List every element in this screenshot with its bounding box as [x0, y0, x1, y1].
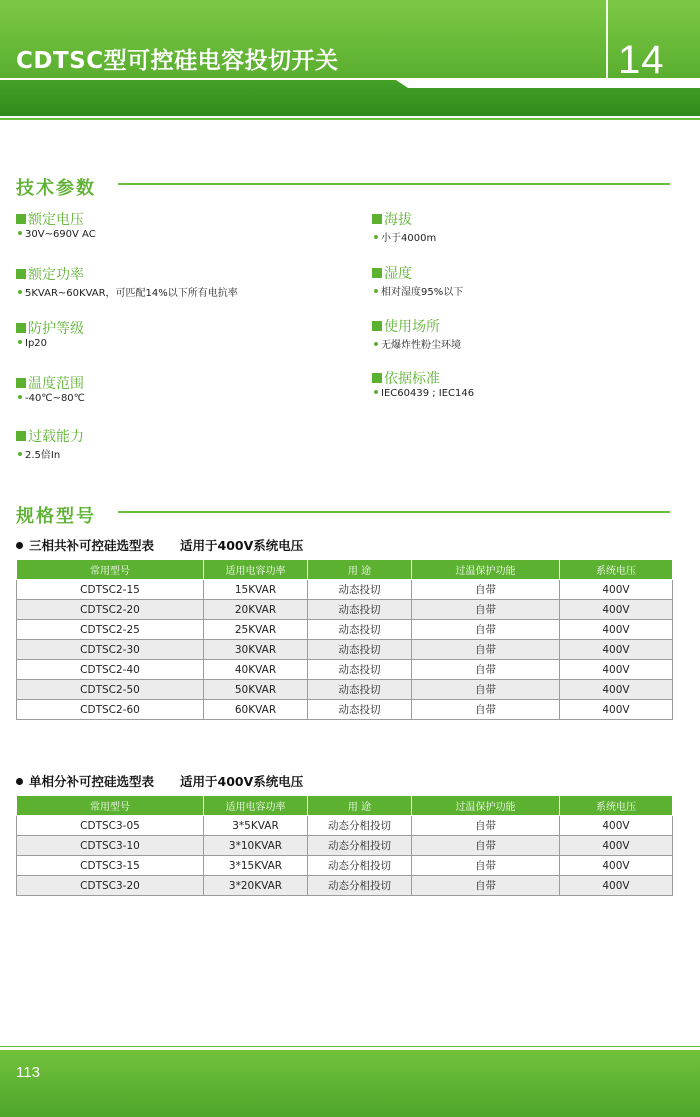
table-cell: 400V: [560, 836, 673, 856]
table-cell: CDTSC2-15: [17, 580, 204, 600]
dot-bullet-icon: [18, 452, 22, 456]
table-row: [17, 580, 673, 600]
dot-bullet-icon: [374, 342, 378, 346]
column-header: 过温保护功能: [412, 796, 560, 816]
table-cell: CDTSC2-50: [17, 680, 204, 700]
table-cell: 400V: [560, 580, 673, 600]
round-bullet-icon: [16, 778, 23, 785]
table-header-row: [17, 560, 673, 580]
table-cell: 15KVAR: [204, 580, 308, 600]
table-cell: 400V: [560, 620, 673, 640]
square-bullet-icon: [16, 269, 26, 279]
table-cell: 动态分相投切: [308, 816, 412, 836]
dot-bullet-icon: [18, 290, 22, 294]
page-title: CDTSC型可控硅电容投切开关: [16, 48, 339, 74]
square-bullet-icon: [372, 373, 382, 383]
table-cell: 自带: [412, 660, 560, 680]
table-row: [17, 816, 673, 836]
dot-bullet-icon: [374, 390, 378, 394]
table-cell: 400V: [560, 660, 673, 680]
table-cell: 3*15KVAR: [204, 856, 308, 876]
table-cell: 自带: [412, 600, 560, 620]
page-header: [0, 0, 700, 122]
square-bullet-icon: [16, 323, 26, 333]
table1-caption: 三相共补可控硅选型表 适用于400V系统电压: [16, 536, 303, 554]
column-header: 过温保护功能: [412, 560, 560, 580]
table-cell: CDTSC2-60: [17, 700, 204, 720]
table-header-row: [17, 796, 673, 816]
dot-bullet-icon: [18, 231, 22, 235]
table-cell: 动态投切: [308, 580, 412, 600]
square-bullet-icon: [372, 214, 382, 224]
table-cell: 400V: [560, 680, 673, 700]
page-footer: [0, 1046, 700, 1117]
table-row: [17, 856, 673, 876]
dot-bullet-icon: [374, 235, 378, 239]
table-cell: 动态投切: [308, 640, 412, 660]
column-header: 常用型号: [17, 796, 204, 816]
table-cell: CDTSC3-10: [17, 836, 204, 856]
section-divider: [118, 511, 670, 513]
column-header: 适用电容功率: [204, 560, 308, 580]
table-cell: 动态投切: [308, 600, 412, 620]
table-cell: 动态分相投切: [308, 836, 412, 856]
footer-divider: [0, 1046, 700, 1047]
square-bullet-icon: [372, 268, 382, 278]
table-cell: 40KVAR: [204, 660, 308, 680]
table-cell: 400V: [560, 816, 673, 836]
table-cell: CDTSC3-20: [17, 876, 204, 896]
table-three-phase: [16, 559, 673, 720]
table-row: [17, 876, 673, 896]
table-cell: 自带: [412, 640, 560, 660]
table-cell: CDTSC2-20: [17, 600, 204, 620]
table-cell: CDTSC3-15: [17, 856, 204, 876]
table-cell: 400V: [560, 600, 673, 620]
page-number: 113: [16, 1064, 40, 1081]
table-row: [17, 660, 673, 680]
table-cell: 400V: [560, 700, 673, 720]
column-header: 适用电容功率: [204, 796, 308, 816]
table-cell: 动态投切: [308, 620, 412, 640]
table-row: [17, 700, 673, 720]
table-row: [17, 640, 673, 660]
square-bullet-icon: [16, 378, 26, 388]
table2-caption: 单相分补可控硅选型表 适用于400V系统电压: [16, 772, 303, 790]
column-header: 常用型号: [17, 560, 204, 580]
table-cell: 3*5KVAR: [204, 816, 308, 836]
table-cell: 动态投切: [308, 700, 412, 720]
table-cell: 自带: [412, 680, 560, 700]
table-cell: 50KVAR: [204, 680, 308, 700]
chapter-number: 14: [618, 38, 665, 82]
table-cell: 3*20KVAR: [204, 876, 308, 896]
table-cell: 动态投切: [308, 660, 412, 680]
column-header: 系统电压: [560, 796, 673, 816]
table-cell: 400V: [560, 856, 673, 876]
table-row: [17, 836, 673, 856]
table-row: [17, 620, 673, 640]
table-cell: CDTSC2-30: [17, 640, 204, 660]
table-cell: CDTSC3-05: [17, 816, 204, 836]
table-row: [17, 600, 673, 620]
table-cell: 25KVAR: [204, 620, 308, 640]
footer-band: [0, 1050, 700, 1117]
table-single-phase: [16, 795, 673, 896]
table-cell: 自带: [412, 876, 560, 896]
table-cell: 20KVAR: [204, 600, 308, 620]
dot-bullet-icon: [18, 395, 22, 399]
table-cell: 30KVAR: [204, 640, 308, 660]
section-divider: [118, 183, 670, 185]
dot-bullet-icon: [374, 289, 378, 293]
section-title-models: 规格型号: [16, 506, 96, 527]
section-title-tech-params: 技术参数: [16, 178, 96, 199]
table-cell: 动态投切: [308, 680, 412, 700]
table-cell: 400V: [560, 640, 673, 660]
column-header: 用 途: [308, 796, 412, 816]
table-cell: CDTSC2-40: [17, 660, 204, 680]
column-header: 用 途: [308, 560, 412, 580]
table-cell: 自带: [412, 856, 560, 876]
table-cell: 自带: [412, 816, 560, 836]
square-bullet-icon: [16, 214, 26, 224]
round-bullet-icon: [16, 542, 23, 549]
table-cell: 自带: [412, 836, 560, 856]
table-cell: 60KVAR: [204, 700, 308, 720]
dot-bullet-icon: [18, 340, 22, 344]
table-cell: 自带: [412, 620, 560, 640]
table-cell: 动态分相投切: [308, 876, 412, 896]
square-bullet-icon: [372, 321, 382, 331]
column-header: 系统电压: [560, 560, 673, 580]
table-cell: 动态分相投切: [308, 856, 412, 876]
table-cell: CDTSC2-25: [17, 620, 204, 640]
table-row: [17, 680, 673, 700]
table-cell: 自带: [412, 700, 560, 720]
table-cell: 3*10KVAR: [204, 836, 308, 856]
table-cell: 自带: [412, 580, 560, 600]
table-cell: 400V: [560, 876, 673, 896]
square-bullet-icon: [16, 431, 26, 441]
